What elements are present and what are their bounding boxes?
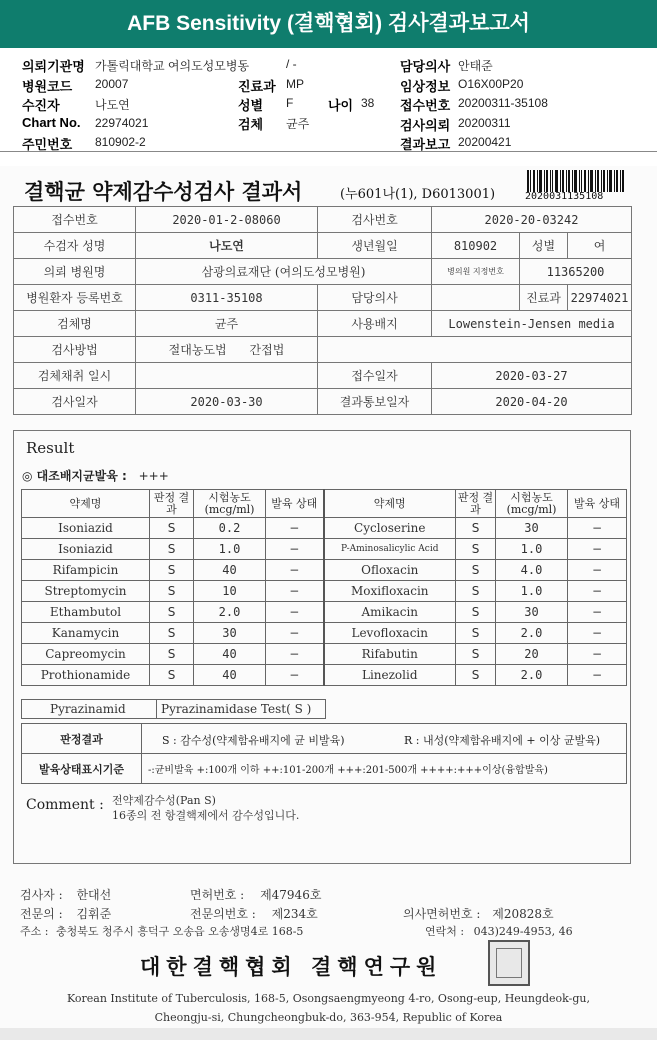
cell-value: 여	[568, 233, 632, 259]
result-report-value: 20200421	[458, 135, 512, 149]
drug-drug-cell: Streptomycin	[22, 581, 150, 602]
col-conc: 시험농도 (mcg/ml)	[496, 490, 568, 518]
clinical-label: 임상정보	[400, 79, 451, 94]
spec-no-label: 전문의번호 :	[190, 907, 256, 921]
scanned-report	[0, 166, 657, 1040]
col-growth: 발육 상태	[568, 490, 627, 518]
chart-no-value: 22974021	[95, 116, 149, 130]
hospital-code-value: 20007	[95, 77, 129, 91]
drug-growth-cell: −	[266, 665, 324, 686]
address-line	[20, 923, 303, 939]
cell-label: 성별	[520, 233, 568, 259]
col-judge: 판정 결과	[456, 490, 496, 518]
method-1: 절대농도법	[168, 343, 227, 357]
contact-line	[425, 923, 573, 939]
rrn-label: 주민번호	[22, 137, 73, 152]
drug-growth-cell: −	[568, 560, 627, 581]
age-label: 나이	[328, 98, 354, 113]
drug-growth-cell: −	[568, 518, 627, 539]
drug-drug-cell: Isoniazid	[22, 539, 150, 560]
doctor-value: 안태준	[458, 59, 493, 73]
cell-value: 2020-04-20	[432, 389, 632, 415]
drug-judge-cell: S	[150, 665, 194, 686]
report-header-title: AFB Sensitivity (결핵협회) 검사결과보고서	[0, 0, 657, 48]
drug-drug-cell: Prothionamide	[22, 665, 150, 686]
license-line	[190, 886, 321, 903]
drug-conc-cell: 2.0	[496, 623, 568, 644]
comment-line-1: 전약제감수성(Pan S)	[112, 794, 216, 807]
table-row	[22, 623, 627, 644]
drug-drug-cell: Rifabutin	[324, 644, 456, 665]
cell-value: 삼광의료재단 (여의도성모병원)	[136, 259, 432, 285]
drug-growth-cell: −	[568, 581, 627, 602]
dept-value: MP	[286, 77, 304, 91]
drug-judge-cell: S	[456, 539, 496, 560]
drug-conc-cell: 30	[496, 518, 568, 539]
drug-judge-cell: S	[150, 518, 194, 539]
drug-judge-cell: S	[456, 602, 496, 623]
drug-growth-cell: −	[568, 623, 627, 644]
drug-drug-cell: P-Aminosalicylic Acid	[324, 539, 456, 560]
chart-no-label: Chart No.	[22, 115, 81, 130]
drug-conc-cell: 40	[194, 644, 266, 665]
drug-growth-cell: −	[568, 602, 627, 623]
accession-value: 20200311-35108	[458, 96, 548, 110]
drug-judge-cell: S	[456, 581, 496, 602]
contact-label: 연락처 :	[425, 925, 465, 938]
drug-judge-cell: S	[150, 623, 194, 644]
drug-growth-cell: −	[266, 623, 324, 644]
address-label: 주소 :	[20, 925, 49, 938]
ward-value: / -	[286, 57, 297, 71]
drug-conc-cell: 20	[496, 644, 568, 665]
clinical-value: O16X00P20	[458, 77, 524, 91]
cell-value	[432, 285, 520, 311]
bottom-strip	[0, 1028, 657, 1040]
specimen-label: 검체	[238, 117, 264, 132]
drug-conc-cell: 30	[194, 623, 266, 644]
judge-s: S : 감수성(약제함유배지에 균 비발육)	[162, 734, 345, 747]
drug-conc-cell: 2.0	[496, 665, 568, 686]
cell-label: 접수일자	[318, 363, 432, 389]
cell-label: 사용배지	[318, 311, 432, 337]
pyrazinamid-box	[21, 699, 326, 719]
growth-std-label: 발육상태표시기준	[22, 754, 142, 784]
drug-conc-cell: 2.0	[194, 602, 266, 623]
table-row	[22, 602, 627, 623]
specialist-label: 전문의 :	[20, 907, 63, 921]
cell-label: 담당의사	[318, 285, 432, 311]
drug-conc-cell: 1.0	[496, 539, 568, 560]
drug-conc-cell: 1.0	[496, 581, 568, 602]
drug-judge-cell: S	[150, 539, 194, 560]
cell-value: 2020-01-2-08060	[136, 207, 318, 233]
table-row	[22, 560, 627, 581]
drug-judge-cell: S	[150, 581, 194, 602]
drug-drug-cell: Isoniazid	[22, 518, 150, 539]
result-title: Result	[26, 439, 75, 457]
cell-label: 의뢰 병원명	[14, 259, 136, 285]
col-growth: 발육 상태	[266, 490, 324, 518]
cell-label: 검체명	[14, 311, 136, 337]
judge-r: R : 내성(약제함유배지에 + 이상 균발육)	[404, 734, 601, 747]
judge-legend-value	[142, 724, 627, 754]
cell-label: 검체채취 일시	[14, 363, 136, 389]
barcode-number: 2020031135108	[525, 191, 604, 202]
drug-conc-cell: 40	[194, 665, 266, 686]
drug-judge-cell: S	[456, 644, 496, 665]
method-2: 간접법	[249, 343, 285, 357]
examiner-line	[20, 886, 111, 903]
cell-empty	[318, 337, 632, 363]
cell-label: 진료과	[520, 285, 568, 311]
drug-growth-cell: −	[266, 644, 324, 665]
drug-rows	[22, 518, 627, 686]
spec-no-value: 제234호	[271, 907, 318, 921]
institution-address-en-2: Cheongju-si, Chungcheongbuk-do, 363-954, Republic of Korea	[154, 1011, 503, 1024]
legend-table	[21, 723, 627, 784]
drug-growth-cell: −	[266, 539, 324, 560]
cell-value: 0311-35108	[136, 285, 318, 311]
age-value: 38	[361, 96, 375, 110]
drug-judge-cell: S	[456, 518, 496, 539]
specialist-name: 김휘준	[76, 907, 112, 921]
col-judge: 판정 결과	[150, 490, 194, 518]
cell-value: 2020-03-27	[432, 363, 632, 389]
cell-value	[136, 337, 318, 363]
license-value: 제47946호	[260, 888, 322, 902]
examiner-label: 검사자 :	[20, 888, 63, 902]
hospital-code-label: 병원코드	[22, 79, 73, 94]
report-title: 결핵균 약제감수성검사 결과서	[24, 179, 303, 204]
exam-request-label: 검사의뢰	[400, 118, 451, 133]
request-inst-label: 의뢰기관명	[22, 59, 85, 74]
drug-drug-cell: Rifampicin	[22, 560, 150, 581]
drug-drug-cell: Amikacin	[324, 602, 456, 623]
col-drug: 약제명	[324, 490, 456, 518]
cell-label: 생년월일	[318, 233, 432, 259]
patient-info-panel	[0, 52, 657, 152]
drug-judge-cell: S	[456, 623, 496, 644]
sex-label: 성별	[238, 98, 264, 113]
drug-judge-cell: S	[150, 602, 194, 623]
drug-drug-cell: Moxifloxacin	[324, 581, 456, 602]
growth-std-value: -:균비발육 +:100개 이하 ++:101-200개 +++:201-500개 ++++:+++이상(융합발육)	[142, 754, 627, 784]
exam-request-value: 20200311	[458, 116, 511, 130]
drug-conc-cell: 10	[194, 581, 266, 602]
license-label: 면허번호 :	[190, 888, 245, 902]
cell-label: 수검자 성명	[14, 233, 136, 259]
col-conc: 시험농도 (mcg/ml)	[194, 490, 266, 518]
address-value: 충청북도 청주시 흥덕구 오송읍 오송생명4로 168-5	[55, 925, 304, 938]
drug-judge-cell: S	[150, 560, 194, 581]
cell-value: 2020-03-30	[136, 389, 318, 415]
control-growth-value: +++	[138, 469, 169, 483]
drug-growth-cell: −	[568, 539, 627, 560]
comment-label: Comment :	[26, 797, 104, 813]
pyrazinamid-label: Pyrazinamid	[50, 702, 126, 716]
examiner-name: 한대선	[76, 888, 112, 902]
drug-growth-cell: −	[266, 518, 324, 539]
doctor-label: 담당의사	[400, 59, 451, 74]
table-row	[22, 581, 627, 602]
drug-drug-cell: Ethambutol	[22, 602, 150, 623]
cell-value: 균주	[136, 311, 318, 337]
drug-conc-cell: 40	[194, 560, 266, 581]
drug-drug-cell: Ofloxacin	[324, 560, 456, 581]
judge-legend-label: 판정결과	[22, 724, 142, 754]
basic-info-table	[13, 206, 632, 415]
drug-growth-cell: −	[266, 602, 324, 623]
table-row	[22, 665, 627, 686]
drug-drug-cell: Linezolid	[324, 665, 456, 686]
col-drug: 약제명	[22, 490, 150, 518]
cell-value: 22974021	[568, 285, 632, 311]
sex-value: F	[286, 96, 294, 110]
comment-text	[112, 793, 299, 823]
result-report-label: 결과보고	[400, 137, 451, 152]
pyrazinamid-value: Pyrazinamidase Test( S )	[156, 700, 311, 718]
drug-sensitivity-table	[21, 489, 627, 686]
drug-conc-cell: 1.0	[194, 539, 266, 560]
doctor-license-value: 제20828호	[492, 907, 554, 921]
institution-name-ko: 대한결핵협회 결핵연구원	[140, 954, 443, 979]
report-subtitle: (누601나(1), D6013001)	[340, 187, 496, 202]
drug-drug-cell: Kanamycin	[22, 623, 150, 644]
drug-conc-cell: 4.0	[496, 560, 568, 581]
doctor-license-line	[403, 905, 554, 922]
request-inst-value: 가톨릭대학교 여의도성모병동	[95, 59, 250, 73]
drug-conc-cell: 0.2	[194, 518, 266, 539]
control-growth	[22, 467, 169, 484]
cell-label: 병의원 지정번호	[432, 259, 520, 285]
institution-address-en-1: Korean Institute of Tuberculosis, 168-5, Osongsaengmyeong 4-ro, Osong-eup, Heungdeok-gu,	[66, 992, 590, 1005]
cell-value: 나도연	[136, 233, 318, 259]
cell-label: 결과통보일자	[318, 389, 432, 415]
patient-label: 수진자	[22, 98, 60, 113]
spec-no-line	[190, 905, 318, 922]
drug-growth-cell: −	[266, 560, 324, 581]
drug-growth-cell: −	[266, 581, 324, 602]
drug-judge-cell: S	[456, 665, 496, 686]
result-section	[13, 430, 631, 864]
cell-value: 11365200	[520, 259, 632, 285]
table-row	[22, 644, 627, 665]
comment-line-2: 16종의 전 항결핵제에서 감수성입니다.	[112, 809, 300, 822]
cell-label: 접수번호	[14, 207, 136, 233]
cell-value: 810902	[432, 233, 520, 259]
drug-growth-cell: −	[568, 665, 627, 686]
patient-value: 나도연	[95, 98, 130, 112]
cell-label: 병원환자 등록번호	[14, 285, 136, 311]
table-row	[22, 518, 627, 539]
drug-drug-cell: Cycloserine	[324, 518, 456, 539]
specimen-value: 균주	[286, 117, 310, 131]
specialist-line	[20, 905, 111, 922]
drug-drug-cell: Levofloxacin	[324, 623, 456, 644]
accession-label: 접수번호	[400, 98, 451, 113]
table-row	[22, 539, 627, 560]
barcode-icon	[527, 170, 624, 192]
cell-value	[136, 363, 318, 389]
official-seal-icon	[488, 940, 530, 986]
doctor-license-label: 의사면허번호 :	[403, 907, 481, 921]
drug-conc-cell: 30	[496, 602, 568, 623]
cell-label: 검사일자	[14, 389, 136, 415]
control-growth-label: ◎ 대조배지균발육 :	[22, 469, 127, 483]
drug-growth-cell: −	[568, 644, 627, 665]
cell-label: 검사번호	[318, 207, 432, 233]
rrn-value: 810902-2	[95, 135, 146, 149]
cell-label: 검사방법	[14, 337, 136, 363]
cell-value: Lowenstein-Jensen media	[432, 311, 632, 337]
contact-value: 043)249-4953, 46	[473, 925, 573, 938]
dept-label: 진료과	[238, 79, 276, 94]
cell-value: 2020-20-03242	[432, 207, 632, 233]
drug-judge-cell: S	[150, 644, 194, 665]
drug-judge-cell: S	[456, 560, 496, 581]
drug-drug-cell: Capreomycin	[22, 644, 150, 665]
